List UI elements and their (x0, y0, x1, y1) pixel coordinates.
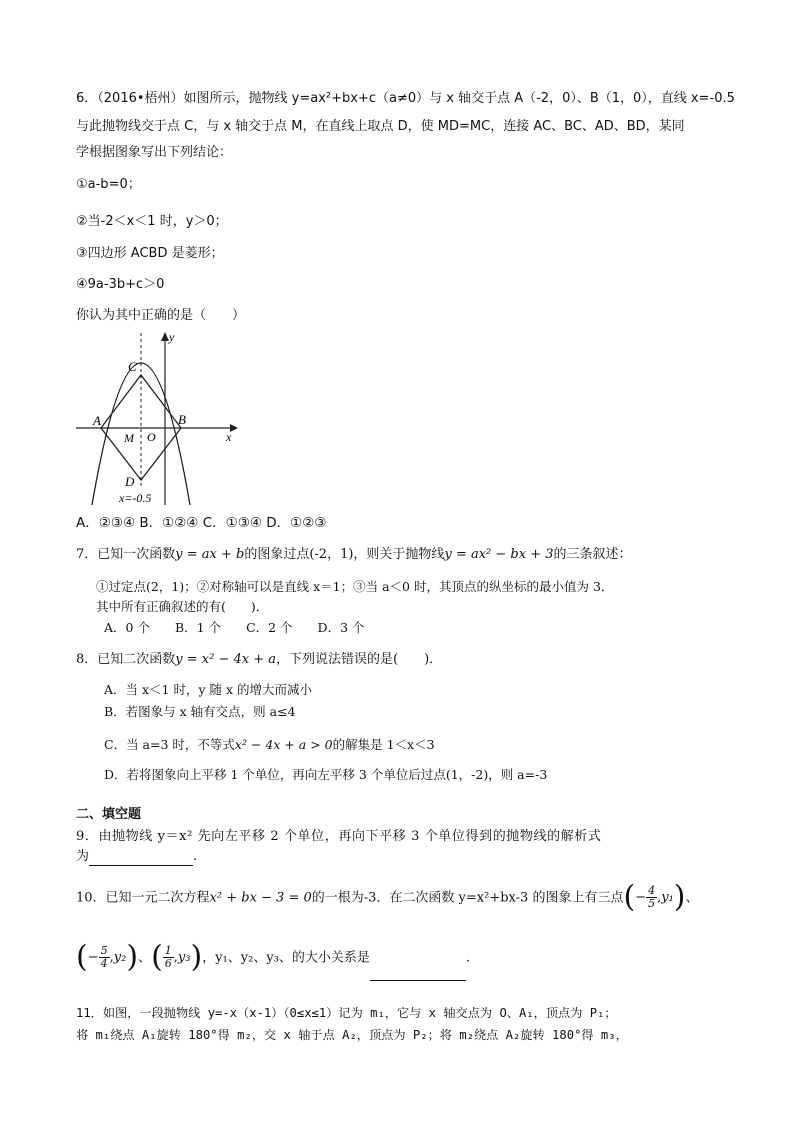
q9-answer-blank[interactable] (89, 851, 193, 866)
q10-separator-1: 、 (685, 890, 699, 906)
q6-conclusion-4: ④9a-3b+c＞0 (76, 277, 165, 292)
label-d: D (125, 474, 135, 489)
q6-parabola-figure (70, 325, 240, 511)
q7-stem-c: 的三条叙述： (553, 547, 632, 562)
q7-equation-1: y = ax + b (175, 547, 245, 562)
q6-line1: 6．（2016•梧州）如图所示，抛物线 y=ax²+bx+c（a≠0）与 x 轴交于点 A（-2，0）、B（1，0），直线 x=-0.5 (76, 91, 735, 106)
q6-question: 你认为其中正确的是（ ） (76, 308, 246, 323)
q8-option-d: D．若将图象向上平移 1 个单位，再向左平移 3 个单位后过点(1，-2)，则 a=-3 (104, 767, 548, 782)
q9-line2 (76, 848, 197, 866)
q10-point-1: (− $\frac{4}{5}$ ,y₁) (623, 879, 686, 915)
q6-conclusion-2: ②当-2＜x＜1 时，y＞0； (76, 214, 228, 229)
q6-line3: 学根据图象写出下列结论： (76, 145, 233, 160)
q8-option-b: B．若图象与 x 轴有交点，则 a≤4 (104, 704, 296, 719)
label-x-minus-half: x=-0.5 (119, 491, 152, 505)
q7-stem (76, 546, 632, 564)
q7-equation-2: y = ax² − bx + 3 (444, 547, 554, 562)
q7-line2: ①过定点(2，1)；②对称轴可以是直线 x＝1；③当 a＜0 时，其顶点的纵坐标的最小值为 3． (96, 579, 614, 594)
q10-equation: x² + bx − 3 = 0 (209, 890, 312, 906)
q10-stem-a: 10．已知一元二次方程 (76, 890, 210, 906)
q8-option-c-b: 的解集是 1＜x＜3 (332, 737, 435, 752)
q10-point-2: (− $\frac{5}{4}$ ,y₂) (76, 939, 139, 975)
q9-line2-start: 为 (76, 849, 90, 864)
q6-conclusion-1: ①a-b=0； (76, 177, 141, 192)
q11-line2: 将 m₁绕点 A₁旋转 180°得 m₂，交 x 轴于点 A₂，顶点为 P₂；将 m₂绕点 A₂旋转 180°得 m₃， (76, 1028, 628, 1042)
label-x: x (226, 430, 232, 444)
q8-stem-a: 8．已知二次函数 (76, 652, 176, 667)
label-m: M (124, 431, 134, 445)
q8-stem (76, 651, 442, 669)
q9-line1: 9．由抛物线 y＝x² 先向左平移 2 个单位，再向下平移 3 个单位得到的抛物线的解析式 (76, 829, 602, 844)
label-o: O (147, 430, 156, 444)
label-c: C (128, 359, 137, 374)
q10-answer-blank[interactable] (370, 966, 466, 981)
q10-point-3: ( $\frac{1}{6}$ ,y₃) (151, 939, 203, 975)
label-b: B (178, 412, 186, 427)
y-axis-arrow-icon (161, 332, 169, 341)
q7-stem-b: 的图象过点(-2，1)，则关于抛物线 (244, 547, 445, 562)
q8-stem-b: ，下列说法错误的是( )． (276, 652, 443, 667)
label-a: A (93, 413, 101, 428)
q10-stem-b: 的一根为-3．在二次函数 y=x²+bx-3 的图象上有三点 (311, 890, 624, 906)
q10-line2 (76, 936, 470, 980)
q8-option-c (104, 736, 435, 754)
q10-separator-2: 、 (138, 950, 152, 966)
q7-stem-a: 7．已知一次函数 (76, 547, 176, 562)
section-title: 二、填空题 (76, 807, 142, 822)
q10-tail: ，y₁、y₂、y₃、的大小关系是 (202, 950, 370, 966)
q10-line1 (76, 878, 699, 918)
q6-conclusion-3: ③四边形 ACBD 是菱形； (76, 246, 224, 261)
q7-options: A．0 个 B．1 个 C．2 个 D．3 个 (104, 620, 365, 635)
q8-equation: y = x² − 4x + a (175, 652, 276, 667)
q9-line2-end: . (193, 849, 198, 864)
q10-end: . (465, 950, 471, 966)
q7-line3: 其中所有正确叙述的有( )． (96, 599, 269, 614)
label-y: y (169, 330, 175, 344)
q11-line1: 11．如图，一段抛物线 y=-x（x-1）（0≤x≤1）记为 m₁，它与 x 轴交点为 O、A₁，顶点为 P₁； (76, 1006, 617, 1020)
q6-options: A．②③④ B．①②④ C．①③④ D．①②③ (76, 515, 327, 531)
q8-option-c-eq: x² − 4x + a > 0 (234, 737, 333, 752)
q6-line2: 与此抛物线交于点 C，与 x 轴交于点 M，在直线上取点 D，使 MD=MC，连接 AC、BC、AD、BD，某同 (76, 119, 685, 134)
q8-option-a: A．当 x＜1 时，y 随 x 的增大而减小 (104, 682, 313, 697)
q8-option-c-a: C．当 a=3 时，不等式 (104, 737, 235, 752)
